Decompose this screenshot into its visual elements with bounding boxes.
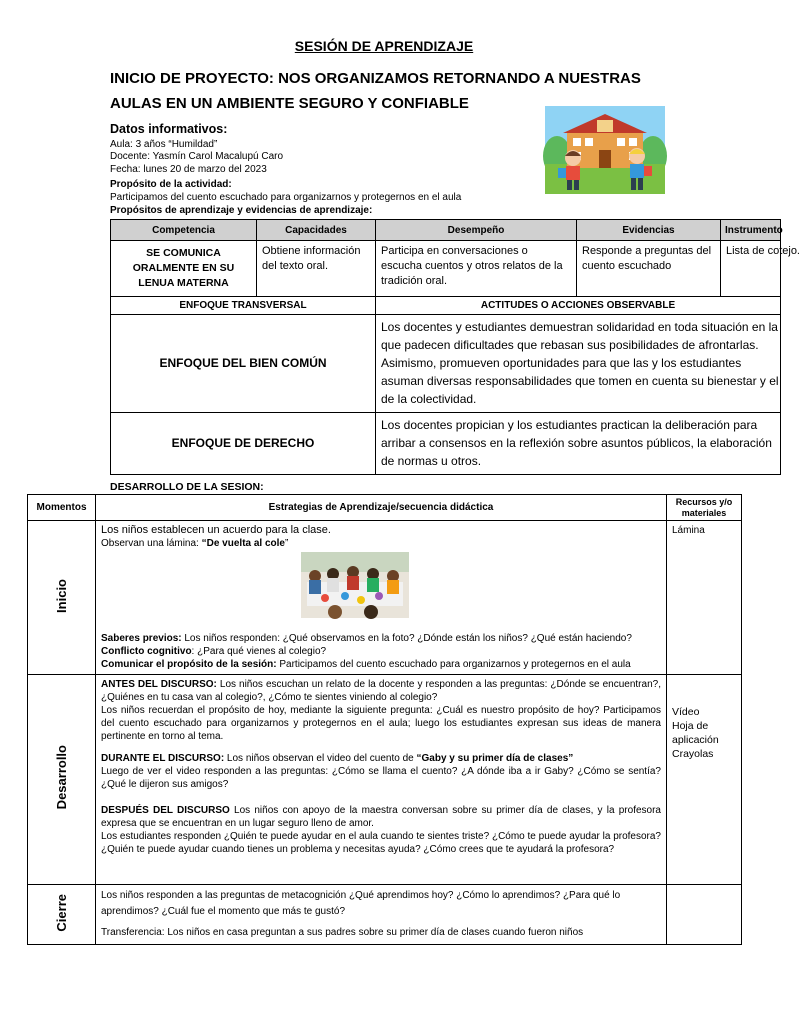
momento-inicio <box>28 521 96 675</box>
durante-discurso-2: Luego de ver el video responden a las preguntas: ¿Cómo se llama el cuento? ¿A dónde iba a ir Gaby? ¿Cómo se sentía? ¿Qué le dijeron sus amigos? <box>101 766 661 790</box>
aula-line: Aula: 3 años “Humildad” <box>110 139 218 150</box>
desarrollo-table <box>27 494 742 945</box>
cierre-recursos <box>667 885 742 945</box>
durante-text-a: Los niños observan el video del cuento de <box>224 753 417 764</box>
antes-text: Los niños escuchan un relato de la docente y responden a las preguntas: ¿Dónde se encuentran?, ¿Quiénes en tu casa van al colegio?, ¿Cómo te sientes viniendo al colegio? <box>101 679 661 703</box>
despues-label: DESPUÉS DEL DISCURSO <box>101 805 230 816</box>
inicio-recursos: Lámina <box>667 521 742 675</box>
inicio-line1: Los niños establecen un acuerdo para la clase. <box>101 524 331 536</box>
durante-discurso <box>101 752 661 765</box>
desarrollo-content <box>96 675 667 885</box>
header-recursos: Recursos y/o materiales <box>667 495 742 521</box>
antes-discurso-2: Los niños recuerdan el propósito de hoy, mediante la siguiente pregunta: ¿Cuál es nuestro propósito de hoy? Participamos del cuento escuchado para organizarnos y protegernos en el aula; luego los estudiantes expresan sus ideas de manera pertinente en torno al tema. <box>101 705 661 742</box>
fecha-line: Fecha: lunes 20 de marzo del 2023 <box>110 164 267 175</box>
recurso-video: Vídeo <box>672 706 700 718</box>
cierre-transferencia: Transferencia: Los niños en casa preguntan a sus padres sobre su primer día de clases cuando fueron niños <box>101 927 584 938</box>
cierre-content <box>96 885 667 945</box>
durante-label: DURANTE EL DISCURSO: <box>101 753 225 764</box>
antes-discurso <box>101 678 661 704</box>
header-desempeno: Desempeño <box>376 220 577 241</box>
enfoque-bien-comun-text-body: Los docentes y estudiantes demuestran solidaridad en toda situación en la que padecen dificultades que rebasan sus posibilidades de afrontarlas. Asimismo, promueven oportunidades para que las y los estudiantes asuman diversas responsabilidades que tomen en cuenta su bienestar y el de la colectividad. <box>381 320 779 406</box>
inicio-line2 <box>101 537 661 550</box>
competencias-row <box>111 241 781 297</box>
cierre-metacognicion: Los niños responden a las preguntas de metacognición ¿Qué aprendimos hoy? ¿Cómo lo aprendimos? ¿Para qué lo aprendimos? ¿Cuál fue el momento que más te gustó? <box>101 890 621 917</box>
durante-text-b: “Gaby y su primer día de clases” <box>416 753 574 764</box>
capacidades-cell: Obtiene información del texto oral. <box>257 241 376 297</box>
competencias-header-row <box>111 220 781 241</box>
antes-label: ANTES DEL DISCURSO: <box>101 679 217 690</box>
competencias-table <box>110 219 800 475</box>
enfoque-derecho-text-body: Los docentes propician y los estudiantes practican la deliberación para arribar a consensos en la reflexión sobre asuntos públicos, la elaboración de normas u otros. <box>381 418 772 468</box>
saberes-label: Saberes previos: <box>101 633 185 644</box>
momento-row-inicio <box>28 521 742 675</box>
inicio-label: Inicio <box>54 578 69 613</box>
competencia-cell: SE COMUNICA ORALMENTE EN SU LENUA MATERNA <box>111 241 257 297</box>
enfoque-bien-comun-text <box>376 315 781 413</box>
proposito-label: Propósito de la actividad: <box>110 179 232 190</box>
classroom-photo <box>301 552 409 618</box>
docente-line: Docente: Yasmín Carol Macalupú Caro <box>110 151 284 162</box>
despues-text: Los niños con apoyo de la maestra conversan sobre su primer día de clases, y la profesora expresa que se encuentran en un lugar seguro lleno de amor. <box>101 805 661 829</box>
desempeno-cell: Participa en conversaciones o escucha cuentos y otros relatos de la tradición oral. <box>376 241 577 297</box>
recurso-hoja: Hoja de aplicación <box>672 720 719 746</box>
header-instrumento: Instrumento <box>721 220 781 241</box>
enfoque-transversal-header: ENFOQUE TRANSVERSAL <box>111 297 376 315</box>
comunicar-label: Comunicar el propósito de la sesión: <box>101 659 280 670</box>
header-evidencias: Evidencias <box>577 220 721 241</box>
enfoque-derecho-text <box>376 413 781 475</box>
header-momentos: Momentos <box>28 495 96 521</box>
conflicto-label: Conflicto cognitivo <box>101 646 192 657</box>
momento-row-desarrollo <box>28 675 742 885</box>
momento-cierre <box>28 885 96 945</box>
page-title: SESIÓN DE APRENDIZAJE <box>294 38 474 54</box>
enfoque-bien-comun: ENFOQUE DEL BIEN COMÚN <box>111 315 376 413</box>
project-subtitle: INICIO DE PROYECTO: NOS ORGANIZAMOS RETORNANDO A NUESTRAS AULAS EN UN AMBIENTE SEGURO Y CONFIABLE <box>110 70 641 112</box>
momento-row-cierre <box>28 885 742 945</box>
datos-heading: Datos informativos: <box>110 122 228 136</box>
enfoque-row <box>111 315 781 413</box>
header-capacidades: Capacidades <box>257 220 376 241</box>
inicio-line2-b: “De vuelta al cole <box>201 538 285 549</box>
instrumento-cell <box>721 241 800 297</box>
instrumento-text: Lista de cotejo. <box>726 245 800 257</box>
saberes-text: Los niños responden: ¿Qué observamos en la foto? ¿Dónde están los niños? ¿Qué están haciendo? <box>184 633 632 644</box>
cierre-label: Cierre <box>54 893 69 932</box>
recurso-crayolas: Crayolas <box>672 748 714 760</box>
proposito-text: Participamos del cuento escuchado para organizarnos y protegernos en el aula <box>110 192 462 203</box>
desarrollo-label: Desarrollo <box>54 745 69 810</box>
inicio-line2-a: Observan una lámina: <box>101 538 202 549</box>
enfoque-header-row <box>111 297 781 315</box>
comunicar-text: Participamos del cuento escuchado para organizarnos y protegernos en el aula <box>279 659 631 670</box>
school-kids-illustration <box>545 106 665 194</box>
propositos-aprendizaje-label: Propósitos de aprendizaje y evidencias de aprendizaje: <box>110 205 373 216</box>
actitudes-header: ACTITUDES O ACCIONES OBSERVABLE <box>376 297 781 315</box>
header-competencia: Competencia <box>111 220 257 241</box>
enfoque-row <box>111 413 781 475</box>
header-estrategias: Estrategias de Aprendizaje/secuencia didáctica <box>96 495 667 521</box>
inicio-content <box>96 521 667 675</box>
comunicar-proposito <box>101 658 661 671</box>
saberes-previos <box>101 632 661 645</box>
conflicto-text: : ¿Para qué vienes al colegio? <box>191 646 327 657</box>
desarrollo-header-row <box>28 495 742 521</box>
desarrollo-heading: DESARROLLO DE LA SESION: <box>110 481 264 493</box>
enfoque-derecho: ENFOQUE DE DERECHO <box>111 413 376 475</box>
inicio-line2-c: ” <box>285 538 289 549</box>
conflicto-cognitivo <box>101 645 661 658</box>
desarrollo-recursos <box>667 675 742 885</box>
despues-discurso <box>101 804 661 830</box>
despues-discurso-2: Los estudiantes responden ¿Quién te puede ayudar en el aula cuando te sientes triste? ¿Cómo te puede ayudar la profesora? ¿Quién te puede ayudar cuando tienes un problema y necesitas ayuda? ¿Cómo crees que te ayudará la profesora? <box>101 831 661 855</box>
momento-desarrollo <box>28 675 96 885</box>
evidencias-cell: Responde a preguntas del cuento escuchado <box>577 241 721 297</box>
